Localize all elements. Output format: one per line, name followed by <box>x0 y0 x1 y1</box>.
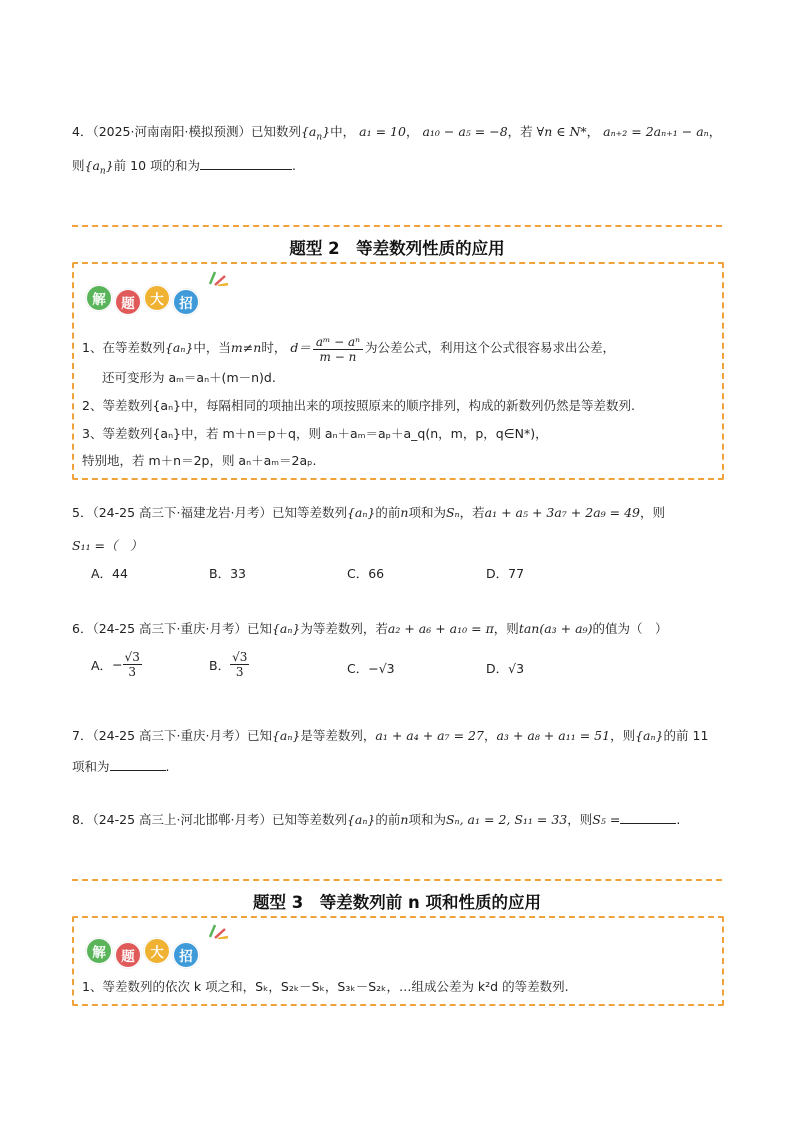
section2-rule1: 1、在等差数列{aₙ}中，当m≠n时， d＝ $\frac{\text{aᵐ − aⁿ}}{m - n}$ 为公差公式，利用这个公式很容易求出公差， <box>82 335 616 364</box>
q5-option-a[interactable]: A．44 <box>91 566 128 581</box>
q8-line1: 8．（24-25 高三上·河北邯郸·月考）已知等差数列{aₙ}的前n项和为Sₙ, a₁ = 2, S₁₁ = 33，则S₅ = . <box>72 812 681 827</box>
q4-answer-blank[interactable] <box>200 157 292 170</box>
q4-cond1: a₁ = 10 <box>359 124 406 139</box>
q6-option-b[interactable]: B． √3 3 <box>209 650 248 679</box>
section2-rule3: 3、等差数列{aₙ}中，若 m＋n＝p＋q，则 aₙ＋aₘ＝aₚ＋a_q(n，m，p，q∈N*)， <box>82 426 548 441</box>
q5-condition: a₁ + a₅ + 3a₇ + 2a₉ = 49 <box>484 505 640 520</box>
q4-line1: 4．（2025·河南南阳·模拟预测）已知数列$\{a_n\}$中， a₁ = 10， a₁₀ − a₅ = −8，若 ∀n ∈ N*， aₙ₊₂ = 2aₙ₊₁ − aₙ， <box>72 124 722 143</box>
badge-char-1: 解 <box>86 285 112 311</box>
q6-option-c[interactable]: C．−√3 <box>347 661 395 676</box>
section2-top-rule <box>72 225 722 227</box>
section2-badge <box>86 285 199 315</box>
q7-condition-2: a₃ + a₈ + a₁₁ = 51 <box>496 728 611 743</box>
section2-rule2: 2、等差数列{aₙ}中，每隔相同的项抽出来的项按照原来的顺序排列，构成的新数列仍然是等差数列. <box>82 398 635 413</box>
q6-option-d[interactable]: D．√3 <box>486 661 525 676</box>
q7-line2: 项和为 . <box>72 759 170 774</box>
q7-answer-blank[interactable] <box>110 758 166 771</box>
badge-char-4: 招 <box>173 942 199 968</box>
q7-line1: 7．（24-25 高三下·重庆·月考）已知{aₙ}是等差数列，a₁ + a₄ + a₇ = 27，a₃ + a₈ + a₁₁ = 51，则{aₙ}的前 11 <box>72 728 709 743</box>
badge-char-2: 题 <box>115 942 141 968</box>
badge-char-4: 招 <box>173 289 199 315</box>
section3-badge <box>86 938 199 968</box>
badge-char-3: 大 <box>144 285 170 311</box>
q4-cond3: ∀n ∈ N* <box>536 124 587 139</box>
section2-rule3-special: 特别地，若 m＋n＝2p，则 aₙ＋aₘ＝2aₚ. <box>82 453 317 468</box>
q6-line1: 6．（24-25 高三下·重庆·月考）已知{aₙ}为等差数列，若a₂ + a₆ + a₁₀ = π，则tan(a₃ + a₉)的值为（ ） <box>72 621 668 636</box>
q4-source: （2025·河南南阳·模拟预测） <box>92 124 251 139</box>
q7-condition-1: a₁ + a₄ + a₇ = 27 <box>375 728 484 743</box>
badge-char-1: 解 <box>86 938 112 964</box>
q5-option-d[interactable]: D．77 <box>486 566 525 581</box>
q5-option-b[interactable]: B．33 <box>209 566 246 581</box>
section3-top-rule <box>72 879 722 881</box>
section2-title: 题型 2 等差数列性质的应用 <box>289 239 505 258</box>
q4-cond4: aₙ₊₂ = 2aₙ₊₁ − aₙ <box>603 124 709 139</box>
q8-answer-blank[interactable] <box>620 811 676 824</box>
section3-title: 题型 3 等差数列前 n 项和性质的应用 <box>253 893 541 912</box>
section2-rule1-cont: 还可变形为 aₘ＝aₙ＋(m－n)d. <box>102 370 276 385</box>
q5-line2: S₁₁ =（ ） <box>72 538 143 553</box>
sparkle-icon <box>207 921 229 939</box>
sparkle-icon <box>207 268 229 286</box>
q4-cond2: a₁₀ − a₅ = −8 <box>422 124 508 139</box>
q5-option-c[interactable]: C．66 <box>347 566 385 581</box>
q4-seq: {a <box>300 124 317 139</box>
badge-char-2: 题 <box>115 289 141 315</box>
badge-char-3: 大 <box>144 938 170 964</box>
q6-condition: a₂ + a₆ + a₁₀ = π <box>387 621 494 636</box>
q6-expression: tan(a₃ + a₉) <box>518 621 593 636</box>
q6-option-a[interactable]: A． − $\frac{√3}{3}$ <box>91 650 140 679</box>
q8-condition: Sₙ, a₁ = 2, S₁₁ = 33 <box>445 812 568 827</box>
section2-diff-fraction: $\frac{\text{aᵐ − aⁿ}}{m - n}$ <box>313 335 363 364</box>
q5-line1: 5．（24-25 高三下·福建龙岩·月考）已知等差数列{aₙ}的前n项和为Sₙ，若a₁ + a₅ + 3a₇ + 2a₉ = 49，则 <box>72 505 666 520</box>
q4-line2: 则$\{a_n\}$前 10 项的和为 . <box>72 158 297 177</box>
section3-rule1: 1、等差数列的依次 k 项之和，Sₖ，S₂ₖ－Sₖ，S₃ₖ－S₂ₖ，…组成公差为 k²d 的等差数列. <box>82 979 569 994</box>
q4-seq-ref: $\{a_n\}$ <box>84 158 114 177</box>
